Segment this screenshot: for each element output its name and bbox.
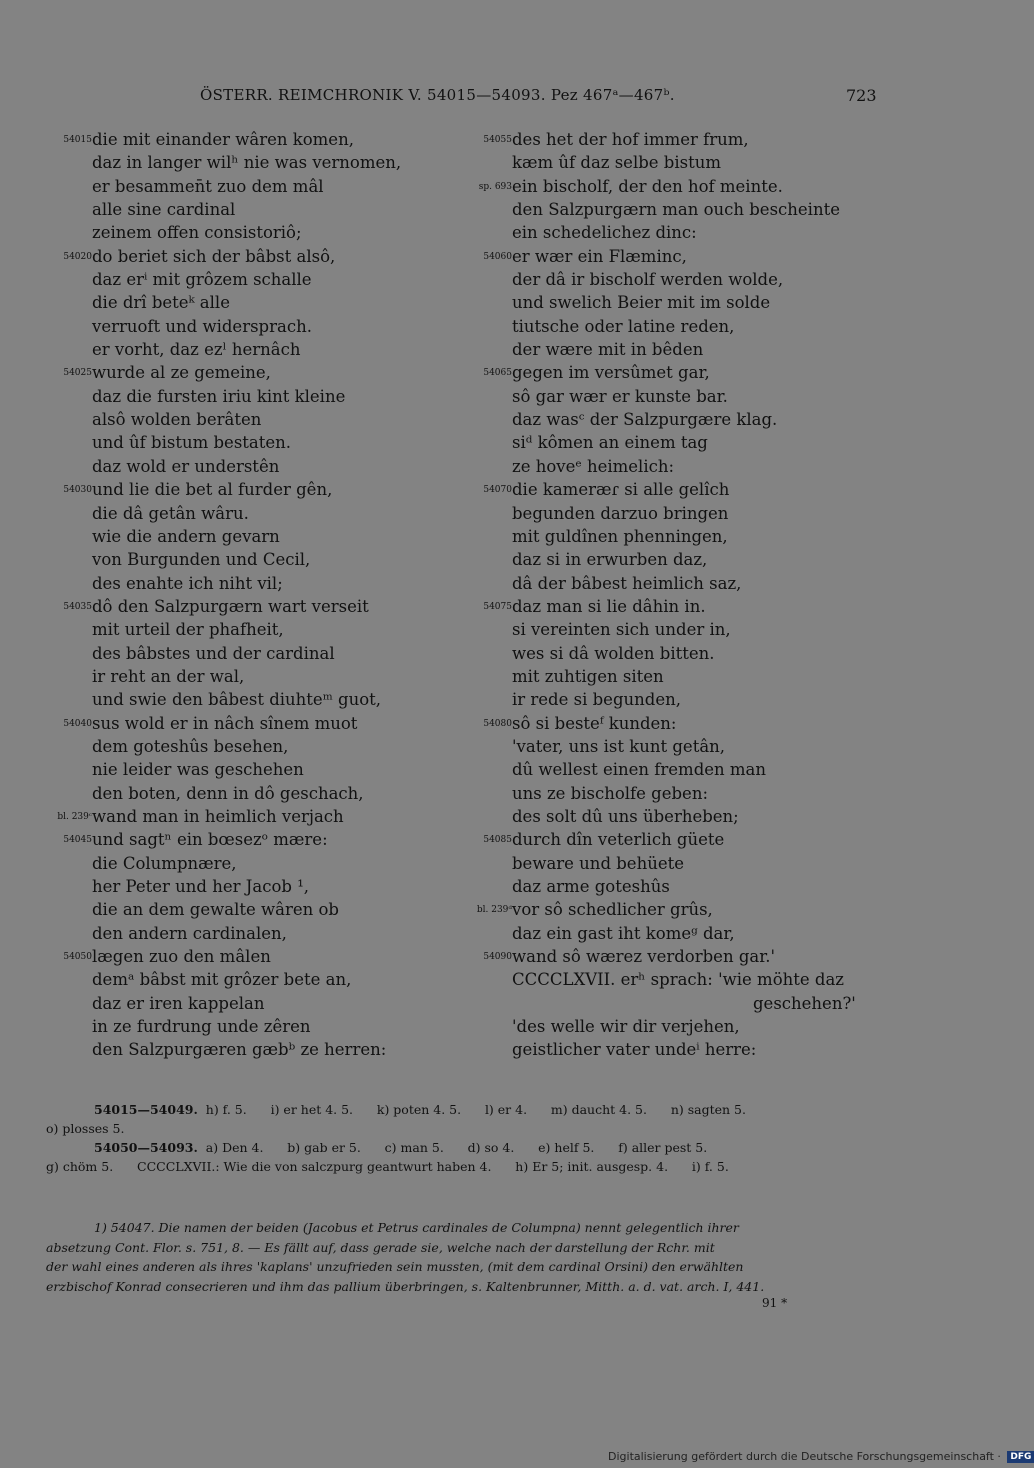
verse-line (40, 361, 470, 384)
verse-text: alsô wolden berâten (92, 410, 262, 430)
verse-text: ein schedelichez dinc: (512, 223, 697, 243)
verse-line (460, 1038, 890, 1061)
verse-text: beware und behüete (512, 853, 684, 873)
verse-line (40, 852, 470, 875)
verse-text: durch dîn veterlich güete (512, 830, 725, 850)
line-number: 54050 (63, 952, 92, 963)
line-number: bl. 239ᵈ (476, 905, 512, 916)
verse-line (460, 502, 890, 525)
verse-text: daz wasᶜ der Salzpurgære klag. (512, 410, 778, 430)
verse-text: daz die fursten iriu kint kleine (92, 386, 346, 406)
apparatus-range: 54050—54093. (94, 1140, 198, 1155)
verse-line (40, 945, 470, 968)
verse-text: do beriet sich der bâbst alsô, (92, 246, 336, 266)
verse-line (460, 315, 890, 338)
verse-text: sô gar wær er kunste bar. (512, 386, 728, 406)
verse-text: des het der hof immer frum, (512, 130, 749, 149)
verse-text: dô den Salzpurgærn wart verseit (92, 596, 369, 616)
verse-text: und swie den bâbest diuhteᵐ guot, (92, 690, 382, 710)
verse-line (460, 128, 890, 151)
verse-text: si vereinten sich under in, (512, 620, 731, 640)
line-number: 54015 (63, 135, 92, 145)
verse-line (40, 245, 470, 268)
verse-line (40, 875, 470, 898)
verse-line (40, 502, 470, 525)
line-number: 54025 (63, 368, 92, 379)
verse-line (40, 198, 470, 221)
apparatus-row (46, 1157, 876, 1176)
verse-text: den Salzpurgæren gæbᵇ ze herren: (92, 1040, 387, 1060)
verse-line (460, 455, 890, 478)
verse-text: und lie die bet al furder gên, (92, 480, 333, 500)
verse-text: dû wellest einen fremden man (512, 760, 767, 780)
verse-line (460, 198, 890, 221)
line-number: 54060 (483, 251, 512, 262)
verse-line (40, 1038, 470, 1061)
verse-line (40, 758, 470, 781)
verse-line (460, 828, 890, 851)
verse-text: des solt dû uns überheben; (512, 806, 739, 826)
verse-line (40, 712, 470, 735)
verse-text: er vorht, daz ezˡ hernâch (92, 340, 301, 360)
verse-text: verruoft und widersprach. (92, 316, 312, 336)
verse-line (40, 455, 470, 478)
line-number: 54020 (63, 251, 92, 262)
verse-text: mit guldînen phenningen, (512, 526, 728, 546)
verse-line (40, 221, 470, 244)
verse-line (460, 361, 890, 384)
verse-line (40, 688, 470, 711)
verse-line (40, 828, 470, 851)
verse-text: vor sô schedlicher grûs, (512, 900, 713, 920)
verse-line (460, 642, 890, 665)
verse-line (40, 478, 470, 501)
verse-line (460, 875, 890, 898)
line-number: 54035 (63, 601, 92, 612)
verse-line (40, 595, 470, 618)
apparatus-text: g) chöm 5. CCCCLXVII.: Wie die von salczpurg geantwurt haben 4. h) Er 5; init. ausgesp. 4. i) f. 5. (46, 1159, 729, 1174)
verse-line (40, 525, 470, 548)
verse-text: uns ze bischolfe geben: (512, 783, 709, 803)
verse-text: CCCCLXVII. erʰ sprach: 'wie möhte daz (512, 970, 844, 990)
verse-text: demᵃ bâbst mit grôzer bete an, (92, 970, 352, 990)
signature-mark: 91 * (762, 1296, 788, 1310)
verse-text: ir rede si begunden, (512, 690, 681, 710)
verse-text: die mit einander wâren komen, (92, 130, 354, 149)
dfg-logo: DFG (1007, 1451, 1034, 1463)
verse-line (460, 735, 890, 758)
verse-line (40, 175, 470, 198)
verse-text: alle sine cardinal (92, 200, 236, 220)
running-title: ÖSTERR. REIMCHRONIK V. 54015—54093. Pez 467ᵃ—467ᵇ. (200, 86, 675, 104)
verse-line (460, 992, 890, 1015)
verse-line (460, 852, 890, 875)
verse-text: zeinem offen consistoriô; (92, 223, 302, 243)
verse-line (460, 922, 890, 945)
verse-text: begunden darzuo bringen (512, 503, 729, 523)
verse-line (460, 688, 890, 711)
verse-line (40, 431, 470, 454)
verse-line (40, 992, 470, 1015)
verse-line (40, 128, 470, 151)
verse-line (460, 968, 890, 991)
verse-text: kæm ûf daz selbe bistum (512, 153, 722, 173)
line-number: 54085 (483, 835, 512, 846)
verse-text: den Salzpurgærn man ouch bescheinte (512, 200, 840, 220)
verse-line (40, 408, 470, 431)
verse-text: wes si dâ wolden bitten. (512, 643, 715, 663)
verse-line (40, 338, 470, 361)
verse-line (460, 898, 890, 921)
footnote-line: absetzung Cont. Flor. s. 751, 8. — Es fällt auf, dass gerade sie, welche nach der darstellung der Rchr. mit (46, 1239, 715, 1255)
verse-text: den andern cardinalen, (92, 923, 287, 943)
verse-text: wurde al ze gemeine, (92, 363, 271, 383)
apparatus-text: a) Den 4. b) gab er 5. c) man 5. d) so 4. e) helf 5. f) aller pest 5. (197, 1140, 708, 1155)
footnote-line: erzbischof Konrad consecrieren und ihm das pallium überbringen, s. Kaltenbrunner, Mitth. a. d. vat. arch. I, 441. (46, 1278, 765, 1294)
verse-text: er besammen̄t zuo dem mâl (92, 176, 324, 196)
line-number: sp. 693 (478, 181, 512, 192)
line-number: 54065 (483, 368, 512, 379)
verse-line (40, 315, 470, 338)
verse-text: und swelich Beier mit im solde (512, 293, 771, 313)
verse-text: die an dem gewalte wâren ob (92, 900, 339, 920)
verse-text: wand sô wærez verdorben gar.' (512, 947, 776, 967)
verse-line (460, 291, 890, 314)
verse-line (460, 525, 890, 548)
right-verse-column (460, 128, 890, 1062)
verse-line (40, 642, 470, 665)
verse-line (460, 268, 890, 291)
verse-line (460, 712, 890, 735)
verse-text: daz er iren kappelan (92, 993, 265, 1013)
verse-text: den boten, denn in dô geschach, (92, 783, 364, 803)
verse-text: ein bischolf, der den hof meinte. (512, 176, 783, 196)
critical-apparatus (46, 1100, 876, 1176)
footnote (46, 1218, 876, 1296)
apparatus-row (46, 1119, 876, 1138)
verse-text: lægen zuo den mâlen (92, 947, 271, 967)
verse-text: geschehen?' (753, 993, 856, 1013)
verse-text: des enahte ich niht vil; (92, 573, 283, 593)
verse-text: in ze furdrung unde zêren (92, 1017, 311, 1037)
verse-text: daz erⁱ mit grôzem schalle (92, 270, 312, 290)
verse-line (460, 385, 890, 408)
verse-line (460, 221, 890, 244)
left-verse-column (40, 128, 470, 1062)
line-number: 54080 (483, 718, 512, 729)
verse-line (460, 338, 890, 361)
line-number: 54045 (63, 835, 92, 846)
verse-line (40, 805, 470, 828)
verse-text: die drî beteᵏ alle (92, 293, 230, 313)
verse-line (40, 572, 470, 595)
verse-text: die kameræɾ si alle gelîch (512, 480, 730, 500)
running-header (0, 86, 1000, 108)
verse-text: die Columpnære, (92, 853, 237, 873)
verse-text: mit zuhtigen siten (512, 666, 664, 686)
verse-text: geistlicher vater undeⁱ herre: (512, 1040, 757, 1060)
verse-text: der dâ ir bischolf werden wolde, (512, 270, 784, 290)
verse-line (460, 665, 890, 688)
verse-line (40, 548, 470, 571)
verse-line (460, 758, 890, 781)
verse-text: 'vater, uns ist kunt getân, (512, 736, 726, 756)
verse-text: daz ein gast iht komeᵍ dar, (512, 923, 735, 943)
verse-line (460, 945, 890, 968)
verse-text: daz wold er understên (92, 456, 280, 476)
verse-line (460, 1015, 890, 1038)
verse-text: gegen im versûmet gar, (512, 363, 710, 383)
line-number: 54070 (483, 485, 512, 496)
apparatus-text: h) f. 5. i) er het 4. 5. k) poten 4. 5. l) er 4. m) daucht 4. 5. n) sagten 5. (197, 1102, 746, 1117)
verse-text: daz si in erwurben daz, (512, 550, 708, 570)
credit-text: Digitalisierung gefördert durch die Deutsche Forschungsgemeinschaft · (608, 1450, 1001, 1463)
verse-text: und ûf bistum bestaten. (92, 433, 292, 453)
verse-text: sus wold er in nâch sînem muot (92, 713, 358, 733)
verse-text: und sagtⁿ ein bœsezᵒ mære: (92, 830, 328, 850)
verse-text: daz in langer wilʰ nie was vernomen, (92, 153, 402, 173)
verse-text: des bâbstes und der cardinal (92, 643, 335, 663)
verse-text: mit urteil der phafheit, (92, 620, 284, 640)
footnote-line: 1) 54047. Die namen der beiden (Jacobus et Petrus cardinales de Columpna) nennt gelegentlich ihrer (94, 1220, 739, 1235)
verse-line (460, 572, 890, 595)
apparatus-row (46, 1138, 876, 1157)
verse-line (460, 805, 890, 828)
verse-line (40, 922, 470, 945)
verse-text: ze hoveᵉ heimelich: (512, 456, 675, 476)
apparatus-range: 54015—54049. (94, 1102, 198, 1117)
apparatus-row (46, 1100, 876, 1119)
line-number: 54075 (483, 601, 512, 612)
verse-text: dâ der bâbest heimlich saz, (512, 573, 742, 593)
verse-line (460, 408, 890, 431)
verse-line (460, 595, 890, 618)
verse-line (460, 175, 890, 198)
verse-text: daz arme goteshûs (512, 877, 670, 896)
verse-line (40, 291, 470, 314)
verse-text: her Peter und her Jacob ¹, (92, 877, 310, 896)
verse-line (40, 735, 470, 758)
verse-text: ir reht an der wal, (92, 666, 245, 686)
verse-line (40, 968, 470, 991)
verse-line (460, 782, 890, 805)
apparatus-text: o) plosses 5. (46, 1121, 125, 1136)
verse-text: wie die andern gevarn (92, 526, 280, 546)
verse-line (40, 665, 470, 688)
verse-line (40, 151, 470, 174)
line-number: 54090 (483, 952, 512, 963)
verse-text: die dâ getân wâru. (92, 503, 249, 523)
verse-line (40, 782, 470, 805)
verse-line (40, 268, 470, 291)
verse-line (460, 618, 890, 641)
verse-line (460, 431, 890, 454)
verse-text: sô si besteᶠ kunden: (512, 713, 677, 733)
verse-text: tiutsche oder latine reden, (512, 316, 735, 336)
verse-text: er wær ein Flæminc, (512, 246, 687, 266)
line-number: bl. 239ᶜ (57, 811, 92, 822)
verse-text: von Burgunden und Cecil, (92, 550, 311, 570)
line-number: 54055 (483, 135, 512, 145)
page-number: 723 (846, 86, 877, 105)
verse-text: 'des welle wir dir verjehen, (512, 1017, 740, 1037)
verse-text: wand man in heimlich verjach (92, 806, 344, 826)
verse-text: dem goteshûs besehen, (92, 736, 289, 756)
verse-line (460, 478, 890, 501)
verse-text: siᵈ kômen an einem tag (512, 433, 708, 453)
line-number: 54040 (63, 718, 92, 729)
verse-line (460, 151, 890, 174)
verse-line (460, 245, 890, 268)
footnote-line: der wahl eines anderen als ihres 'kaplans' unzufrieden sein mussten, (mit dem cardinal Orsini) den erwählten (46, 1259, 744, 1274)
digitization-credit (608, 1450, 1034, 1463)
verse-line (40, 618, 470, 641)
line-number: 54030 (63, 485, 92, 496)
verse-line (460, 548, 890, 571)
verse-line (40, 1015, 470, 1038)
verse-line (40, 898, 470, 921)
verse-text: der wære mit in bêden (512, 340, 704, 360)
verse-text: nie leider was geschehen (92, 760, 304, 780)
verse-line (40, 385, 470, 408)
verse-text: daz man si lie dâhin in. (512, 596, 706, 616)
